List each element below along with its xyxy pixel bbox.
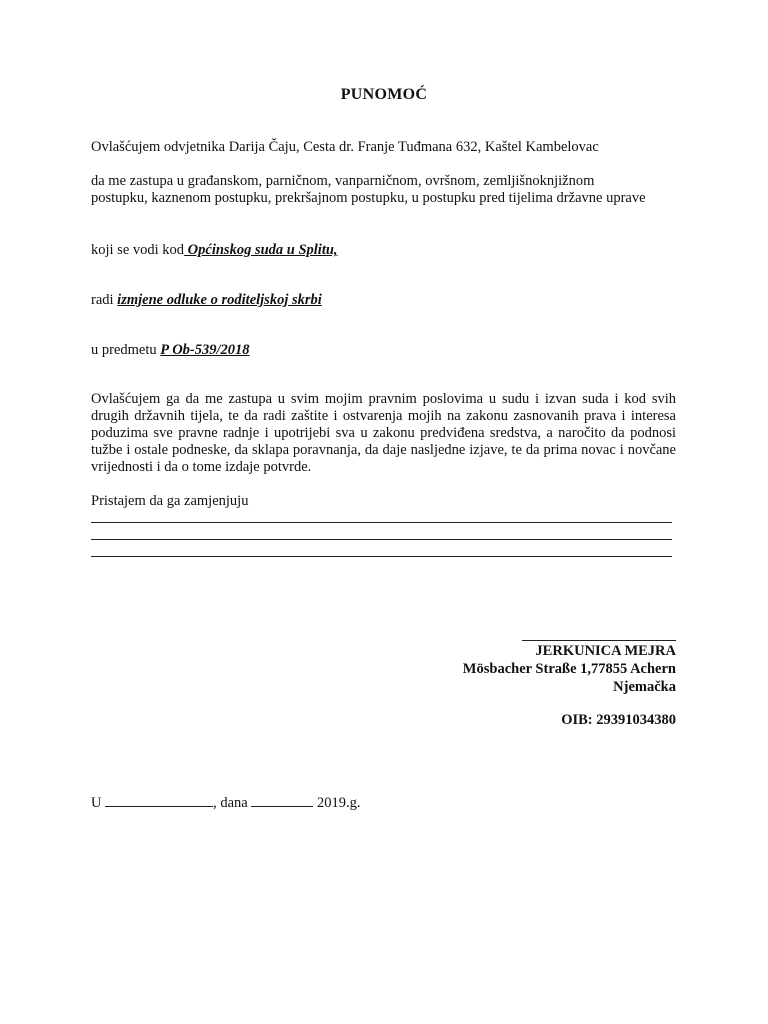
court-line — [91, 242, 676, 259]
document-title: PUNOMOĆ — [340, 86, 428, 103]
substitute-line-2 — [91, 539, 672, 540]
court-prefix: koji se vodi kod — [91, 242, 185, 258]
reason-line — [91, 292, 676, 309]
substitutes-label: Pristajem da ga zamjenjuju — [91, 493, 249, 509]
signatory-block — [463, 642, 676, 696]
signatory-oib: OIB: 29391034380 — [561, 712, 676, 728]
year-suffix: 2019.g. — [316, 795, 361, 811]
signatory-address: Mösbacher Straße 1,77855 Achern — [462, 661, 676, 677]
signature-line — [522, 640, 676, 641]
substitute-line-3 — [91, 556, 672, 557]
reason-text: izmjene odluke o roditeljskoj skrbi — [117, 292, 322, 308]
case-line — [91, 342, 676, 359]
place-prefix: U — [91, 795, 102, 811]
substitute-line-1 — [91, 522, 672, 523]
signatory-name: JERKUNICA MEJRA — [535, 643, 676, 659]
signatory-country: Njemačka — [613, 679, 676, 695]
scope-paragraph: da me zastupa u građanskom, parničnom, vanparničnom, ovršnom, zemljišnoknjižnom postupku, kaznenom postupku, prekršajnom postupku, u postupku pred tijelima državne uprave — [91, 173, 646, 206]
reason-prefix: radi — [91, 292, 114, 308]
authority-paragraph: Ovlašćujem ga da me zastupa u svim mojim pravnim poslovima u sudu i izvan suda i kod svih drugih državnih tijela, te da radi zaštite i ostvarenja mojih na zakonu zasnovanih prava i interesa poduzima sve pravne radnje i upotrijebi sva u zakonu predviđena sredstva, a naročito da podnosi tužbe i ostale podneske, da sklapa poravnanja, da daje nasljedne izjave, te da prima novac i novčane vrijednosti i da o tome izdaje potvrde. — [91, 391, 676, 475]
case-prefix: u predmetu — [91, 342, 157, 358]
place-blank — [105, 794, 213, 807]
case-number: P Ob-539/2018 — [160, 342, 250, 358]
grant-line: Ovlašćujem odvjetnika Darija Čaju, Cesta dr. Franje Tuđmana 632, Kaštel Kambelovac — [91, 139, 599, 155]
date-label: , dana — [213, 795, 248, 811]
date-blank — [251, 794, 313, 807]
court-name: Općinskog suda u Splitu, — [184, 242, 338, 258]
place-date-line — [91, 794, 676, 812]
